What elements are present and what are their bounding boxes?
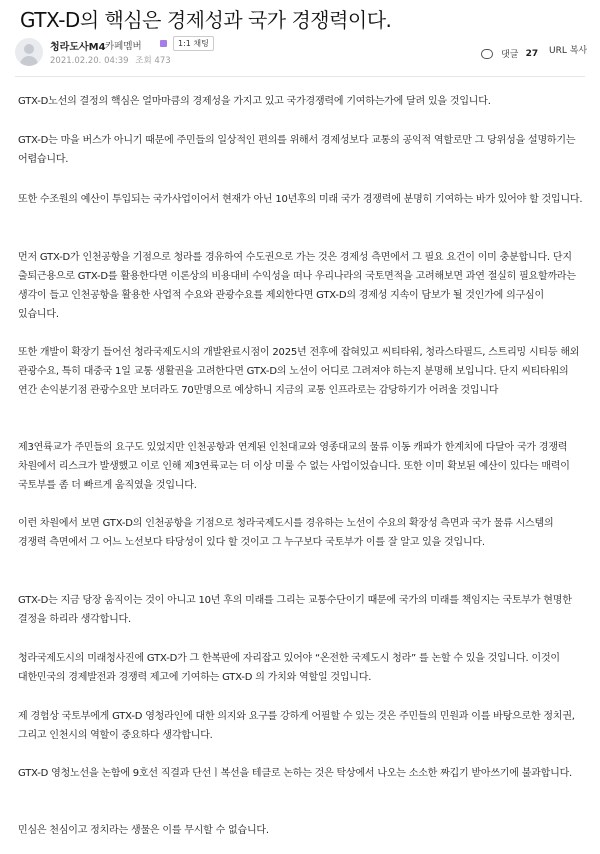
paragraph: 먼저 GTX-D가 인천공항을 기점으로 청라를 경유하여 수도권으로 가는 것은 경제성 측면에서 그 필요 요건이 이미 충분합니다. 단지 출퇴근용으로 GTX-D를 활용한다면 이론상의 비용대비 수익성을 떠나 우리나라의 국토면적을 고려해보면 과연 절실히 필요할까라는 생각이 들고 인천공항을 활용한 사업적 수요와 관광수요를 제외한다면 GTX-D의 경제성 지속이 담보가 될 것인가에 의구심이 있습니다. [18, 252, 576, 320]
page-title: GTX-D의 핵심은 경제성과 국가 경쟁력이다. [20, 8, 392, 32]
url-copy-button[interactable]: URL 복사 [549, 46, 588, 56]
paragraph: 또한 수조원의 예산이 투입되는 국가사업이어서 현재가 아닌 10년후의 미래 국가 경쟁력에 분명히 기여하는 바가 있어야 할 것입니다. [18, 194, 583, 205]
paragraph: 또한 개발이 확장기 들어선 청라국제도시의 개발완료시점이 2025년 전후에 잡혀있고 씨티타워, 청라스타필드, 스트리밍 시티등 해외 관광수요, 특히 대중국 1일 교통 생활권을 고려한다면 GTX-D의 노선이 어디로 그려져야 하는지 분명해 보입니다. 단지 씨티타워의 연간 손익분기점 관광수요만 보더라도 70만명으로 예상하니 지금의 교통 인프라로는 감당하기가 어려울 것입니다 [18, 347, 580, 396]
paragraph: 제 경험상 국토부에게 GTX-D 영청라인에 대한 의지와 요구를 강하게 어필할 수 있는 것은 주민들의 민원과 이를 바탕으로한 정치권, 그리고 인천시의 역할이 중요하다 생각합니다. [18, 711, 575, 741]
header-divider [15, 76, 585, 77]
author-name[interactable]: 청라도사M4 [50, 42, 106, 53]
member-label: 카페멤버 [105, 41, 142, 52]
paragraph: 청라국제도시의 미래청사진에 GTX-D가 그 한복판에 자리잡고 있어야 “온전한 국제도시 청라” 를 논할 수 있을 것입니다. 이것이 대한민국의 경제발전과 경쟁력 제고에 기여하는 GTX-D 의 가치와 역할일 것입니다. [18, 653, 560, 683]
paragraph: GTX-D노선의 결정의 핵심은 얼마마큼의 경제성을 가지고 있고 국가경쟁력에 기여하는가에 달려 있을 것입니다. [18, 96, 491, 107]
paragraph: GTX-D는 마을 버스가 아니기 때문에 주민들의 일상적인 편의를 위해서 경제성보다 교통의 공익적 역할로만 그 당위성을 설명하기는 어렵습니다. [18, 135, 576, 165]
paragraph: GTX-D 영청노선을 논함에 9호선 직결과 단선ㅣ복선을 테클로 논하는 것은 탁상에서 나오는 소소한 짜깁기 받아쓰기에 불과합니다. [18, 768, 573, 779]
post-datetime: 2021.02.20. 04:39 [50, 56, 129, 66]
paragraph: 민심은 천심이고 정치라는 생물은 이를 무시할 수 없습니다. [18, 825, 269, 836]
chat-button[interactable]: 1:1 채팅 [173, 36, 214, 51]
paragraph: 제3연륙교가 주민들의 요구도 있었지만 인천공항과 연계된 인천대교와 영종대교의 물류 이동 캐파가 한계치에 다달아 국가 경쟁력 차원에서 리스크가 발생했고 이로 인해 제3연륙교는 더 이상 미룰 수 없는 사업이었습니다. 또한 이미 확보된 예산이 있다는 매력이 국토부를 좀 더 빠르게 움직였을 것입니다. [18, 442, 570, 491]
paragraph: GTX-D는 지금 당장 움직이는 것이 아니고 10년 후의 미래를 그리는 교통수단이기 때문에 국가의 미래를 책임지는 국토부가 현명한 결정을 하리라 생각합니다. [18, 595, 572, 625]
comment-icon [481, 49, 493, 59]
comment-label: 댓글 [501, 50, 519, 60]
avatar-icon[interactable] [15, 38, 43, 66]
comment-count: 27 [525, 48, 539, 59]
post-views: 조회 473 [135, 56, 171, 66]
post-meta [50, 54, 171, 66]
post-header [15, 38, 588, 68]
grade-icon [160, 40, 167, 47]
paragraph: 이런 차원에서 보면 GTX-D의 인천공항을 기점으로 청라국제도시를 경유하는 노선이 수요의 확장성 측면과 국가 물류 시스템의 경쟁력 측면에서 그 어느 노선보다 타당성이 있다 할 것이고 그 누구보다 국토부가 이를 잘 알고 있을 것입니다. [18, 518, 554, 548]
comment-button[interactable] [481, 43, 538, 62]
